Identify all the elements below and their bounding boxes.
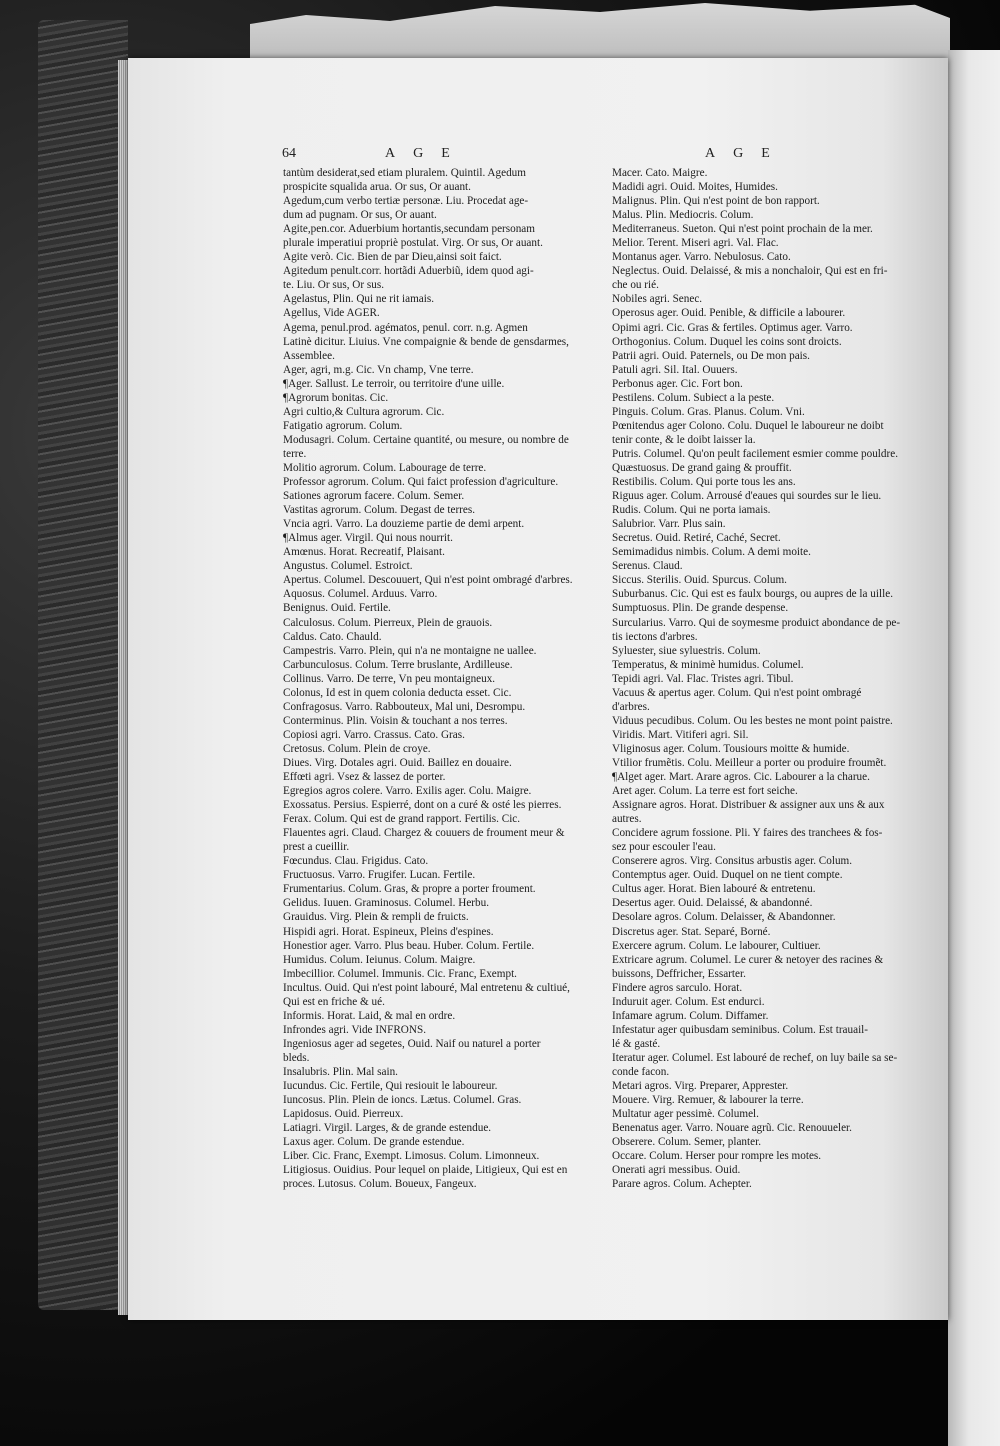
dictionary-entry-line: Pinguis. Colum. Gras. Planus. Colum. Vni. bbox=[612, 405, 805, 418]
dictionary-entry-line: Iteratur ager. Columel. Est labouré de rechef, on luy baile sa se- bbox=[612, 1051, 898, 1064]
dictionary-entry-line: Latinè dicitur. Liuius. Vne compaignie & bende de gensdarmes, bbox=[283, 335, 569, 348]
dictionary-entry-line: Extricare agrum. Columel. Le curer & netoyer des racines & bbox=[612, 953, 884, 966]
dictionary-entry-line: Ingeniosus ager ad segetes, Ouid. Naif ou naturel a porter bbox=[283, 1037, 541, 1050]
dictionary-entry-line: Infrondes agri. Vide INFRONS. bbox=[283, 1023, 426, 1036]
dictionary-entry-line: che ou rié. bbox=[612, 279, 659, 292]
running-head-left: AGE bbox=[385, 146, 468, 161]
dictionary-entry-line: Egregios agros colere. Varro. Exilis ager. Colu. Maigre. bbox=[283, 785, 532, 798]
dictionary-entry-line: Putris. Columel. Qu'on peult facilement esmier comme pouldre. bbox=[612, 447, 898, 460]
page-stack-edge bbox=[118, 60, 128, 1315]
dictionary-entry-line: Frumentarius. Colum. Gras, & propre a porter froument. bbox=[283, 883, 536, 896]
right-column bbox=[612, 166, 912, 1191]
dictionary-entry-line: ¶Alget ager. Mart. Arare agros. Cic. Labourer a la charue. bbox=[612, 771, 870, 784]
dictionary-entry-line: Vtilior frumẽtis. Colu. Meilleur a porter ou produire froumẽt. bbox=[612, 756, 887, 769]
dictionary-entry-line: Vastitas agrorum. Colum. Degast de terres. bbox=[283, 504, 476, 517]
dictionary-entry-line: Malus. Plin. Mediocris. Colum. bbox=[612, 209, 754, 222]
dictionary-entry-line: Agri cultio,& Cultura agrorum. Cic. bbox=[283, 405, 445, 418]
dictionary-entry-line: Carbunculosus. Colum. Terre bruslante, Ardilleuse. bbox=[283, 658, 513, 671]
dictionary-entry-line: dum ad pugnam. Or sus, Or auant. bbox=[283, 209, 437, 222]
dictionary-entry-line: Syluester, siue syluestris. Colum. bbox=[612, 644, 761, 657]
dictionary-entry-line: Ferax. Colum. Qui est de grand rapport. Fertilis. Cic. bbox=[283, 813, 521, 826]
dictionary-entry-line: Litigiosus. Ouidius. Pour lequel on plaide, Litigieux, Qui est en bbox=[283, 1164, 568, 1177]
dictionary-entry-line: Serenus. Claud. bbox=[612, 560, 683, 573]
dictionary-entry-line: Infamare agrum. Colum. Diffamer. bbox=[612, 1009, 769, 1022]
dictionary-entry-line: Benignus. Ouid. Fertile. bbox=[283, 602, 391, 615]
left-column bbox=[283, 166, 601, 1191]
dictionary-entry-line: Confragosus. Varro. Rabbouteux, Mal uni, Desrompu. bbox=[283, 700, 526, 713]
dictionary-entry-line: Ager, agri, m.g. Cic. Vn champ, Vne terre. bbox=[283, 363, 474, 376]
dictionary-entry-line: Riguus ager. Colum. Arrousé d'eaues qui sourdes sur le lieu. bbox=[612, 490, 882, 503]
dictionary-entry-line: Desertus ager. Ouid. Delaissé, & abandonné. bbox=[612, 897, 813, 910]
dictionary-entry-line: buissons, Deffricher, Essarter. bbox=[612, 967, 746, 980]
dictionary-entry-line: Malignus. Plin. Qui n'est point de bon rapport. bbox=[612, 195, 820, 208]
dictionary-entry-line: Neglectus. Ouid. Delaissé, & mis a nonchaloir, Qui est en fri- bbox=[612, 265, 888, 278]
dictionary-entry-line: Agite verò. Cic. Bien de par Dieu,ainsi soit faict. bbox=[283, 251, 502, 264]
dictionary-entry-line: Pestilens. Colum. Subiect a la peste. bbox=[612, 391, 775, 404]
dictionary-entry-line: Infestatur ager quibusdam seminibus. Colum. Est trauail- bbox=[612, 1023, 869, 1036]
dictionary-entry-line: Findere agros sarculo. Horat. bbox=[612, 981, 743, 994]
dictionary-entry-line: Collinus. Varro. De terre, Vn peu montaigneux. bbox=[283, 672, 496, 685]
dictionary-entry-line: Pœnitendus ager Colono. Colu. Duquel le laboureur ne doibt bbox=[612, 419, 884, 432]
dictionary-entry-line: Opimi agri. Cic. Gras & fertiles. Optimus ager. Varro. bbox=[612, 321, 853, 334]
dictionary-entry-line: Madidi agri. Ouid. Moites, Humides. bbox=[612, 181, 778, 194]
dictionary-entry-line: Vliginosus ager. Colum. Tousiours moitte & humide. bbox=[612, 742, 850, 755]
dictionary-entry-line: Melior. Terent. Miseri agri. Val. Flac. bbox=[612, 237, 779, 250]
dictionary-entry-line: d'arbres. bbox=[612, 700, 650, 713]
dictionary-entry-line: Iucundus. Cic. Fertile, Qui resiouit le laboureur. bbox=[283, 1080, 498, 1093]
dictionary-entry-line: bleds. bbox=[283, 1051, 310, 1064]
dictionary-entry-line: Agedum,cum verbo tertiæ personæ. Liu. Procedat age- bbox=[283, 195, 529, 208]
dictionary-entry-line: Copiosi agri. Varro. Crassus. Cato. Gras. bbox=[283, 728, 465, 741]
dictionary-entry-line: proces. Lutosus. Colum. Boueux, Fangeux. bbox=[283, 1178, 477, 1191]
dictionary-entry-line: ¶Ager. Sallust. Le terroir, ou territoire d'une uille. bbox=[283, 377, 505, 390]
dictionary-entry-line: Sationes agrorum facere. Colum. Semer. bbox=[283, 490, 465, 503]
dictionary-entry-line: Onerati agri messibus. Ouid. bbox=[612, 1164, 741, 1177]
dictionary-entry-line: Professor agrorum. Colum. Qui faict profession d'agriculture. bbox=[283, 476, 559, 489]
running-head-right: AGE bbox=[705, 146, 788, 161]
dictionary-entry-line: Semimadidus nimbis. Colum. A demi moite. bbox=[612, 546, 811, 559]
dictionary-entry-line: Flauentes agri. Claud. Chargez & couuers de froument meur & bbox=[283, 827, 565, 840]
dictionary-entry-line: ¶Almus ager. Virgil. Qui nous nourrit. bbox=[283, 532, 453, 545]
dictionary-entry-line: Contemptus ager. Ouid. Duquel on ne tient compte. bbox=[612, 869, 843, 882]
dictionary-entry-line: Exossatus. Persius. Espierré, dont on a curé & osté les pierres. bbox=[283, 799, 562, 812]
dictionary-entry-line: Montanus ager. Varro. Nebulosus. Cato. bbox=[612, 251, 791, 264]
dictionary-entry-line: Tepidi agri. Val. Flac. Tristes agri. Tibul. bbox=[612, 672, 794, 685]
facing-page-edge bbox=[948, 50, 1000, 1446]
dictionary-entry-line: Qui est en friche & ué. bbox=[283, 995, 385, 1008]
dictionary-entry-line: Agelastus, Plin. Qui ne rit iamais. bbox=[283, 293, 435, 306]
dictionary-entry-line: Conserere agros. Virg. Consitus arbustis ager. Colum. bbox=[612, 855, 853, 868]
dictionary-entry-line: conde facon. bbox=[612, 1066, 670, 1078]
dictionary-entry-line: Secretus. Ouid. Retiré, Caché, Secret. bbox=[612, 532, 781, 545]
dictionary-entry-line: Viduus pecudibus. Colum. Ou les bestes ne mont point paistre. bbox=[612, 714, 893, 727]
dictionary-entry-line: Insalubris. Plin. Mal sain. bbox=[283, 1066, 398, 1078]
dictionary-entry-line: Vacuus & apertus ager. Colum. Qui n'est point ombragé bbox=[612, 686, 862, 699]
dictionary-entry-line: autres. bbox=[612, 813, 642, 826]
dictionary-entry-line: Effœti agri. Vsez & lassez de porter. bbox=[283, 771, 446, 784]
dictionary-entry-line: tenir conte, & le doibt laisser la. bbox=[612, 433, 756, 446]
dictionary-entry-line: Nobiles agri. Senec. bbox=[612, 293, 703, 306]
dictionary-entry-line: Lapidosus. Ouid. Pierreux. bbox=[283, 1108, 404, 1121]
dictionary-entry-line: terre. bbox=[283, 447, 307, 460]
dictionary-entry-line: Discretus ager. Stat. Separé, Borné. bbox=[612, 925, 771, 938]
dictionary-entry-line: Fœcundus. Clau. Frigidus. Cato. bbox=[283, 855, 429, 868]
dictionary-entry-line: Agite,pen.cor. Aduerbium hortantis,secundam personam bbox=[283, 223, 535, 236]
dictionary-entry-line: Obserere. Colum. Semer, planter. bbox=[612, 1136, 761, 1149]
dictionary-entry-line: Assignare agros. Horat. Distribuer & assigner aux uns & aux bbox=[612, 799, 885, 812]
dictionary-entry-line: tantùm desiderat,sed etiam pluralem. Quintil. Agedum bbox=[283, 167, 526, 179]
dictionary-entry-line: plurale imperatiui propriè postulat. Virg. Or sus, Or auant. bbox=[283, 237, 543, 250]
dictionary-entry-line: Induruit ager. Colum. Est endurci. bbox=[612, 995, 765, 1008]
dictionary-entry-line: Suburbanus. Cic. Qui est es faulx bourgs, ou aupres de la uille. bbox=[612, 588, 893, 601]
dictionary-entry-line: tis iectons d'arbres. bbox=[612, 630, 698, 643]
dictionary-entry-line: lé & gasté. bbox=[612, 1037, 661, 1050]
dictionary-entry-line: Fatigatio agrorum. Colum. bbox=[283, 419, 403, 432]
dictionary-entry-line: Assemblee. bbox=[283, 349, 335, 362]
dictionary-entry-line: Temperatus, & minimè humidus. Columel. bbox=[612, 658, 804, 671]
dictionary-entry-line: Concidere agrum fossione. Pli. Y faires des tranchees & fos- bbox=[612, 827, 883, 840]
dictionary-entry-line: Agellus, Vide AGER. bbox=[283, 307, 380, 320]
dictionary-entry-line: Grauidus. Virg. Plein & rempli de fruicts. bbox=[283, 911, 469, 924]
dictionary-entry-line: Exercere agrum. Colum. Le labourer, Cultiuer. bbox=[612, 939, 821, 952]
dictionary-entry-line: Angustus. Columel. Estroict. bbox=[283, 560, 413, 573]
dictionary-entry-line: Gelidus. Iuuen. Graminosus. Columel. Herbu. bbox=[283, 897, 490, 910]
dictionary-entry-line: Calculosus. Colum. Pierreux, Plein de grauois. bbox=[283, 616, 493, 629]
dictionary-entry-line: Multatur ager pessimè. Columel. bbox=[612, 1108, 759, 1121]
dictionary-entry-line: te. Liu. Or sus, Or sus. bbox=[283, 279, 384, 292]
dictionary-entry-line: Restibilis. Colum. Qui porte tous les ans. bbox=[612, 476, 796, 489]
dictionary-entry-line: Patuli agri. Sil. Ital. Ouuers. bbox=[612, 363, 738, 376]
dictionary-entry-line: Laxus ager. Colum. De grande estendue. bbox=[283, 1136, 465, 1149]
dictionary-entry-line: Parare agros. Colum. Achepter. bbox=[612, 1178, 752, 1191]
dictionary-entry-line: Mouere. Virg. Remuer, & labourer la terre. bbox=[612, 1094, 804, 1107]
dictionary-entry-line: Agitedum penult.corr. hortãdi Aduerbiũ, idem quod agi- bbox=[283, 265, 534, 278]
dictionary-entry-line: Orthogonius. Colum. Duquel les coins sont droicts. bbox=[612, 335, 842, 348]
dictionary-entry-line: Cretosus. Colum. Plein de croye. bbox=[283, 742, 431, 755]
page-number: 64 bbox=[282, 146, 296, 161]
dictionary-entry-line: Humidus. Colum. Ieiunus. Colum. Maigre. bbox=[283, 953, 476, 966]
dictionary-entry-line: Fructuosus. Varro. Frugifer. Lucan. Fertile. bbox=[283, 869, 476, 882]
dictionary-entry-line: Modusagri. Colum. Certaine quantité, ou mesure, ou nombre de bbox=[283, 433, 569, 446]
dictionary-entry-line: Incultus. Ouid. Qui n'est point labouré, Mal entretenu & cultiué, bbox=[283, 981, 570, 994]
dictionary-entry-line: prest a cueillir. bbox=[283, 841, 350, 854]
dictionary-entry-line: Siccus. Sterilis. Ouid. Spurcus. Colum. bbox=[612, 574, 787, 587]
dictionary-entry-line: Agema, penul.prod. agématos, penul. corr. n.g. Agmen bbox=[283, 321, 528, 334]
dictionary-entry-line: Imbecillior. Columel. Immunis. Cic. Franc, Exempt. bbox=[283, 967, 517, 980]
book-cover-binding bbox=[38, 20, 128, 1310]
dictionary-entry-line: Surcularius. Varro. Qui de soymesme produict abondance de pe- bbox=[612, 616, 901, 629]
dictionary-entry-line: Rudis. Colum. Qui ne porta iamais. bbox=[612, 504, 771, 517]
dictionary-entry-line: Honestior ager. Varro. Plus beau. Huber. Colum. Fertile. bbox=[283, 939, 535, 952]
dictionary-entry-line: Diues. Virg. Dotales agri. Ouid. Baillez en douaire. bbox=[283, 756, 512, 769]
dictionary-entry-line: Latiagri. Virgil. Larges, & de grande estendue. bbox=[283, 1122, 492, 1135]
dictionary-entry-line: Colonus, Id est in quem colonia deducta esset. Cic. bbox=[283, 686, 512, 699]
dictionary-entry-line: ¶Agrorum bonitas. Cic. bbox=[283, 391, 389, 404]
dictionary-entry-line: Aquosus. Columel. Arduus. Varro. bbox=[283, 588, 438, 601]
dictionary-entry-line: Patrii agri. Ouid. Paternels, ou De mon pais. bbox=[612, 349, 810, 362]
dictionary-entry-line: Conterminus. Plin. Voisin & touchant a nos terres. bbox=[283, 714, 508, 727]
dictionary-entry-line: sez pour escouler l'eau. bbox=[612, 841, 716, 854]
dictionary-entry-line: Vncia agri. Varro. La douzieme partie de demi arpent. bbox=[283, 518, 525, 531]
dictionary-entry-line: Macer. Cato. Maigre. bbox=[612, 167, 708, 179]
dictionary-entry-line: Hispidi agri. Horat. Espineux, Pleins d'espines. bbox=[283, 925, 494, 938]
dictionary-entry-line: Viridis. Mart. Vitiferi agri. Sil. bbox=[612, 728, 749, 741]
dictionary-entry-line: Amœnus. Horat. Recreatif, Plaisant. bbox=[283, 546, 445, 559]
dictionary-entry-line: Iuncosus. Plin. Plein de ioncs. Lætus. Columel. Gras. bbox=[283, 1094, 522, 1107]
dictionary-entry-line: prospicite squalida arua. Or sus, Or auant. bbox=[283, 181, 471, 194]
dictionary-entry-line: Occare. Colum. Herser pour rompre les motes. bbox=[612, 1150, 822, 1163]
dictionary-entry-line: Cultus ager. Horat. Bien labouré & entretenu. bbox=[612, 883, 816, 896]
dictionary-entry-line: Caldus. Cato. Chauld. bbox=[283, 630, 382, 643]
dictionary-entry-line: Sumptuosus. Plin. De grande despense. bbox=[612, 602, 789, 615]
dictionary-entry-line: Apertus. Columel. Descouuert, Qui n'est point ombragé d'arbres. bbox=[283, 574, 573, 587]
dictionary-entry-line: Salubrior. Varr. Plus sain. bbox=[612, 518, 726, 531]
dictionary-entry-line: Perbonus ager. Cic. Fort bon. bbox=[612, 377, 743, 390]
dictionary-entry-line: Metari agros. Virg. Preparer, Apprester. bbox=[612, 1080, 789, 1093]
dictionary-entry-line: Liber. Cic. Franc, Exempt. Limosus. Colum. Limonneux. bbox=[283, 1150, 540, 1163]
dictionary-entry-line: Operosus ager. Ouid. Penible, & difficile a labourer. bbox=[612, 307, 846, 320]
dictionary-entry-line: Informis. Horat. Laid, & mal en ordre. bbox=[283, 1009, 456, 1022]
dictionary-entry-line: Molitio agrorum. Colum. Labourage de terre. bbox=[283, 461, 487, 474]
dictionary-entry-line: Campestris. Varro. Plein, qui n'a ne montaigne ne uallee. bbox=[283, 644, 537, 657]
dictionary-entry-line: Benenatus ager. Varro. Nouare agrũ. Cic. Renouueler. bbox=[612, 1122, 852, 1135]
dictionary-entry-line: Quæstuosus. De grand gaing & prouffit. bbox=[612, 461, 792, 474]
dictionary-entry-line: Mediterraneus. Sueton. Qui n'est point prochain de la mer. bbox=[612, 223, 873, 236]
dictionary-entry-line: Desolare agros. Colum. Delaisser, & Abandonner. bbox=[612, 911, 836, 924]
dictionary-entry-line: Aret ager. Colum. La terre est fort seiche. bbox=[612, 785, 798, 798]
